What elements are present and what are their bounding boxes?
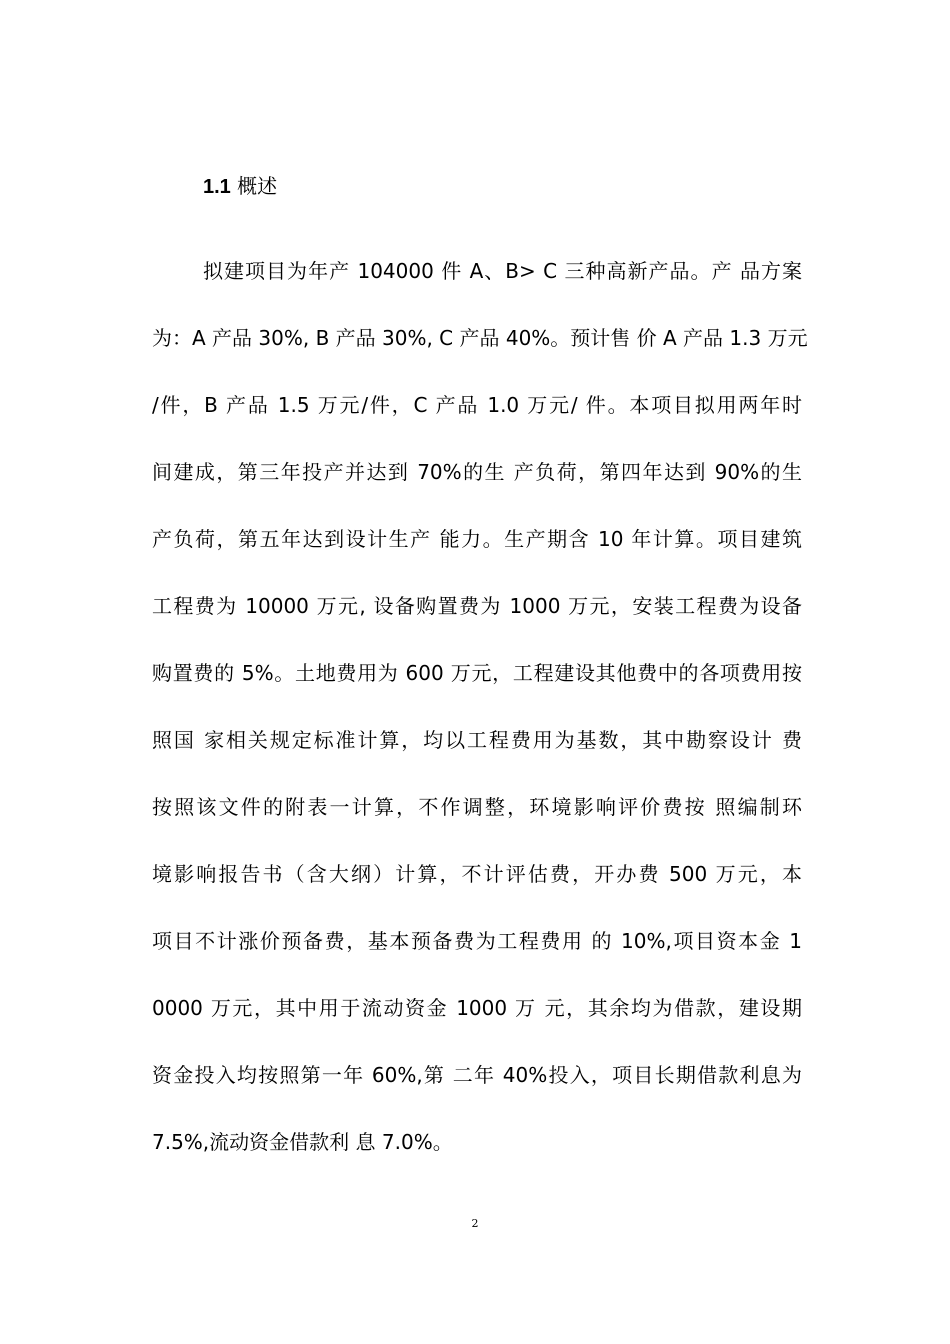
paragraph-line: 产负荷，第五年达到设计生产 能力。生产期含 10 年计算。项目建筑 bbox=[152, 527, 802, 551]
paragraph-line: 间建成，第三年投产并达到 70%的生 产负荷，第四年达到 90%的生 bbox=[152, 460, 802, 484]
paragraph-line: 7.5%,流动资金借款利 息 7.0%。 bbox=[152, 1130, 453, 1154]
paragraph-line: 照国 家相关规定标准计算，均以工程费用为基数，其中勘察设计 费 bbox=[152, 728, 802, 752]
paragraph-line: 按照该文件的附表一计算，不作调整，环境影响评价费按 照编制环 bbox=[152, 795, 802, 819]
paragraph-line: 境影响报告书（含大纲）计算，不计评估费，开办费 500 万元，本 bbox=[152, 862, 802, 886]
paragraph-line: 拟建项目为年产 104000 件 A、B> C 三种高新产品。产 品方案 bbox=[203, 259, 802, 283]
section-number: 1.1 bbox=[203, 176, 231, 198]
section-heading bbox=[203, 172, 277, 201]
paragraph-line: 购置费的 5%。土地费用为 600 万元，工程建设其他费中的各项费用按 bbox=[152, 661, 802, 685]
paragraph-line: /件，B 产品 1.5 万元/件，C 产品 1.0 万元/ 件。本项目拟用两年时 bbox=[152, 393, 802, 417]
paragraph-line: 为：A 产品 30%, B 产品 30%, C 产品 40%。预计售 价 A 产品 1.3 万元 bbox=[152, 326, 808, 350]
section-title: 概述 bbox=[237, 174, 278, 198]
paragraph-line: 工程费为 10000 万元, 设备购置费为 1000 万元，安装工程费为设备 bbox=[152, 594, 802, 618]
paragraph-line: 0000 万元，其中用于流动资金 1000 万 元，其余均为借款，建设期 bbox=[152, 996, 802, 1020]
paragraph-line: 项目不计涨价预备费，基本预备费为工程费用 的 10%,项目资本金 1 bbox=[152, 929, 802, 953]
paragraph-line: 资金投入均按照第一年 60%,第 二年 40%投入，项目长期借款利息为 bbox=[152, 1063, 802, 1087]
page-number: 2 bbox=[471, 1217, 479, 1230]
